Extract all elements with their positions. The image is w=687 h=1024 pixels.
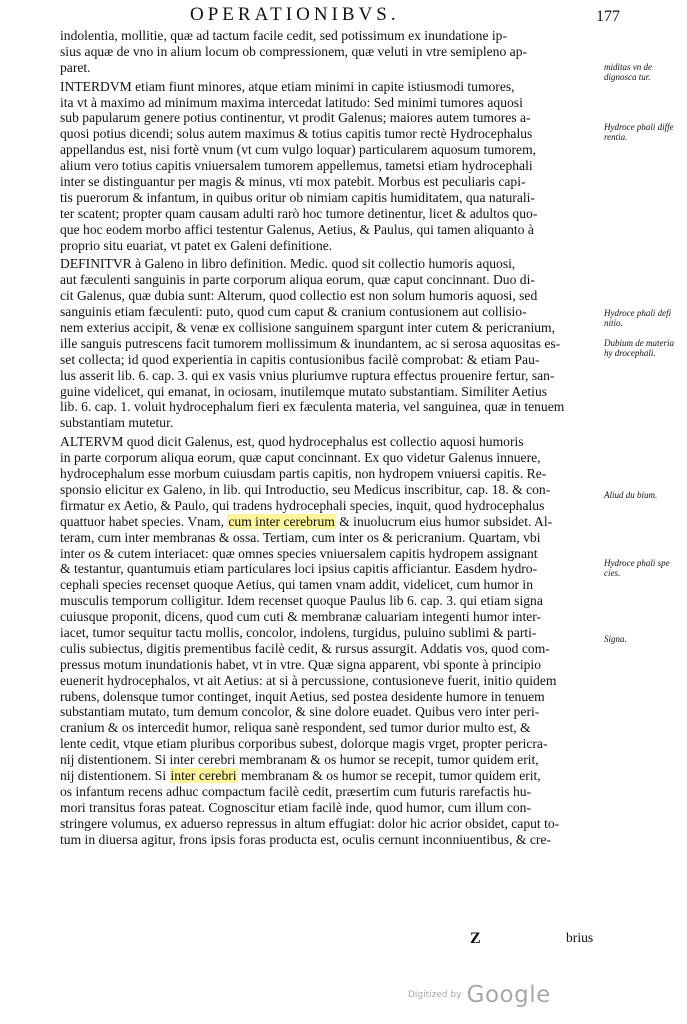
text-line: inter se distinguantur per magis & minus, vti mox patebit. Morbus est peculiaris capi- [60, 174, 526, 190]
signature-mark: Z [470, 930, 481, 947]
text-line: rubens, dolensque tumor continget, inquit Aetius, sed postea desidente humore in tenuem [60, 688, 545, 704]
text-line: nij distentionem. Si inter cerebri membranam & os humor se recepit, tumor quidem erit, [60, 752, 539, 768]
text-line: paret. [60, 59, 91, 75]
text-line: cuiusque proponit, dicens, quod cum cuti & membranæ caluariam integenti humor inter- [60, 609, 542, 625]
text-line: pressus motum inundationis habet, vt in vtre. Quæ signa apparent, vbi sponte à principio [60, 656, 541, 672]
margin-note: Signa. [604, 634, 627, 644]
text-line: firmatur ex Aetio, & Paulo, qui tradens hydrocephali species, inquit, quod hydrocephalus [60, 497, 545, 513]
text-line: proprio situ euariat, vt patet ex Galeni definitione. [60, 237, 333, 253]
margin-note: Aliud du bium. [604, 490, 658, 500]
page-number: 177 [596, 8, 620, 25]
watermark-small-text: Digitized by [408, 990, 462, 1000]
text-line: ALTERVM quod dicit Galenus, est, quod hydrocephalus est collectio aquosi humoris [60, 434, 524, 450]
text-line: musculis temporum colligitur. Idem recenset quoque Paulus lib 6. cap. 3. qui etiam signa [60, 593, 543, 609]
text-line: culis subiectus, digitis prementibus facilè cedit, & rursus assurgit. Addatis vos, quod com- [60, 640, 550, 656]
text-line: euenerit hydrocephalos, vt ait Aetius: at si à percussione, contusioneve fuerit, initio quidem [60, 672, 557, 688]
text-line: cephali species recenset quoque Aetius, qui tamen vnam addit, videlicet, cum humor in [60, 577, 533, 593]
margin-note: Hydroce phali diffe rentia. [604, 122, 674, 142]
text-line: lib. 6. cap. 1. voluit hydrocephalum fieri ex fæculenta materia, vel sanguinea, quæ in tenuem [60, 399, 565, 415]
text-line: alium vero totius capitis vniuersalem tumorem appellemus, tametsi etiam hydrocephali [60, 158, 533, 174]
text-line: sius aquæ de vno in alium locum ob compressionem, quæ veluti in vtre semipleno ap- [60, 43, 528, 59]
running-header: OPERATIONIBVS. [190, 4, 400, 25]
text-line: aut fæculenti sanguinis in parte corporum aliqua eorum, quæ caput concinnant. Duo di- [60, 272, 535, 288]
margin-note: Dubium de materia hy drocephali. [604, 338, 674, 358]
text-line: lus asserit lib. 6. cap. 3. qui ex vasis vnius pluriumve ruptura effectus prouenire fertur, san- [60, 367, 555, 383]
text-line: in parte corporum aliqua eorum, quæ caput concinnant. Ex quo videtur Galenus innuere, [60, 450, 541, 466]
text-line [60, 847, 598, 863]
text-line: quosi potius dicendi; solus autem maximus & totius capitis tumor rectè Hydrocephalus [60, 126, 533, 142]
text-line: DEFINITVR à Galeno in libro definition. Medic. quod sit collectio humoris aquosi, [60, 256, 516, 272]
text-line: appellandus est, nisi fortè vnum (vt cum vulgo loquar) particularem aquosum tumorem, [60, 142, 537, 158]
text-line: tum in diuersa agitur, frons ipsis foras producta est, oculis cernunt inconniuentibus, & cre- [60, 831, 551, 847]
margin-note: miditas vn de dignosca tur. [604, 62, 652, 82]
text-line: os infantum recens adhuc compactum facilè cedit, præsertim cum futuris rarefactis hu- [60, 783, 532, 799]
text-line: guine videlicet, qui emanat, in ociosam, inutilemque mutato substantiam. Similiter Aetius [60, 383, 548, 399]
text-line: hydrocephalum esse morbum cuiusdam partis capitis, non hydropem vniuersi capitis. Re- [60, 466, 547, 482]
text-line-highlighted: quattuor habet species. Vnam, cum inter cerebrum & inuolucrum eius humor subsidet. Al- [60, 513, 553, 529]
text-line: mori transitus foras pateat. Cognoscitur etiam facilè inde, quod humor, cum illum con- [60, 799, 531, 815]
text-line: & testantur, quantumuis etiam particulares loci ipsius capitis afficiantur. Easdem hydro- [60, 561, 538, 577]
highlight: inter cerebri [170, 767, 237, 783]
text-line: substantiam mutetur. [60, 415, 174, 431]
text-line: teram, cum inter membranas & ossa. Tertiam, cum inter os & pericranium. Quartam, vbi [60, 529, 541, 545]
text-line: sponsio elicitur ex Galeno, in lib. qui Introductio, seu Medicus inscribitur, cap. 18. & con- [60, 481, 551, 497]
text-line: inter os & cutem interiacet: quæ omnes species vniuersalem capitis hydropem assignant [60, 545, 538, 561]
text-line: stringere volumus, ex aduerso repressus in altum effugiat: dolor hic acrior obsidet, caput to- [60, 815, 560, 831]
text-line: nem exterius accipit, & venæ ex collisione sanguinem spargunt inter cutem & pericranium, [60, 320, 556, 336]
text-line: cranium & os intercedit humor, reliqua sanè respondent, sed tumor durior multo est, & [60, 720, 531, 736]
margin-note: Hydroce phali spe cies. [604, 558, 670, 578]
text-line: ita vt à maximo ad minimum maxima intercedat latitudo: Sed minimi tumores aquosi [60, 94, 523, 110]
text-line: iacet, tumor sequitur tactu mollis, concolor, indolens, turgidus, puluino sublimi & parti- [60, 624, 537, 640]
text-line: lente cedit, vtque etiam pluribus corporibus subest, dolorque magis vrget, propter pericra- [60, 736, 548, 752]
text-line: tis puerorum & infantum, in quibus oritur ob nimiam capitis humiditatem, qua naturali- [60, 189, 535, 205]
google-watermark [408, 982, 551, 1008]
highlight: cum inter cerebrum [228, 513, 335, 529]
text-line: set collecta; id quod experientia in capitis contusionibus facilè comprobat: & etiam Pau- [60, 351, 540, 367]
catchword: brius [566, 930, 594, 945]
margin-note: Hydroce phali defi nitio. [604, 308, 672, 328]
text-line: substantiam mutato, tum demum concolor, & sine dolore euadet. Quibus vero inter peri- [60, 704, 540, 720]
text-body [60, 28, 598, 863]
text-line: cit Galenus, quæ dubia sunt: Alterum, quod collectio est non solum humoris aquosi, sed [60, 288, 538, 304]
text-line: sub papularum genere potius continentur, vt prodit Galenus; maiores autem tumores a- [60, 110, 531, 126]
text-line: sanguinis etiam fæculenti: puto, quod cum caput & cranium contusionem aut collisio- [60, 304, 527, 320]
text-line: ille sanguis putrescens facit tumorem mollissimum & inundantem, ac si serosa aquositas es- [60, 335, 561, 351]
text-line: que hoc eodem morbo affici testentur Galenus, Aetius, & Paulus, qui tamen aliquanto à [60, 221, 534, 237]
text-line: ter scatent; propter quam causam adulti rarò hoc tumore detinentur, licet & adultos quo- [60, 205, 538, 221]
text-line-highlighted: nij distentionem. Si inter cerebri membranam & os humor se recepit, tumor quidem erit, [60, 767, 541, 783]
text-line: indolentia, mollitie, quæ ad tactum facile cedit, sed potissimum ex inundatione ip- [60, 28, 507, 43]
text-line: INTERDVM etiam fiunt minores, atque etiam minimi in capite istiusmodi tumores, [60, 78, 515, 94]
google-logo: Google [466, 982, 551, 1008]
